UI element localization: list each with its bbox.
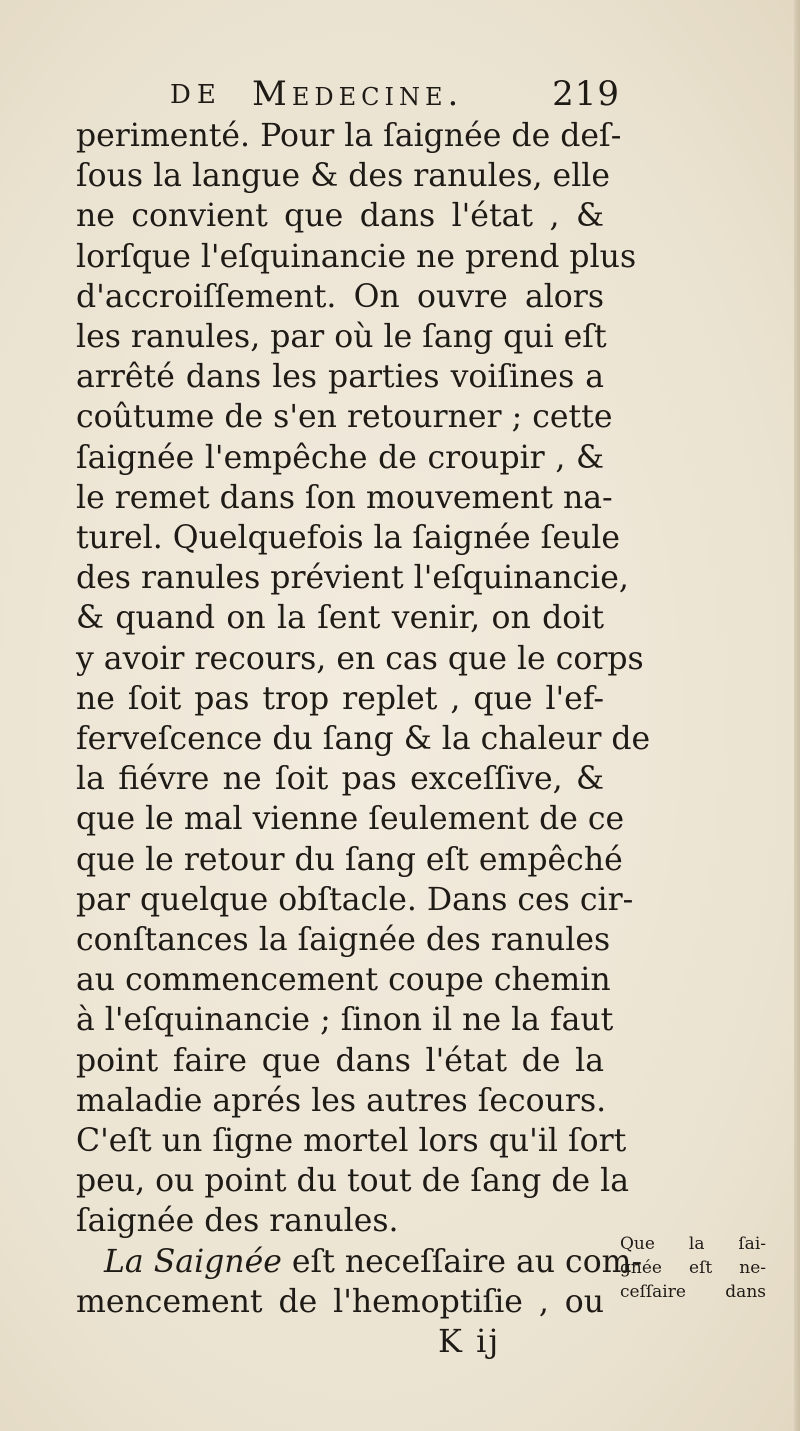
- margin-note-line: Que la ſai-: [620, 1234, 766, 1254]
- text-line: mencement de l'hemoptiſie , ou: [76, 1283, 604, 1320]
- text-line: y avoir recours, en cas que le corps: [76, 640, 644, 677]
- text-line: des ranules prévient l'eſquinancie,: [76, 560, 629, 597]
- text-line: par quelque obſtacle. Dans ces cir-: [76, 881, 634, 918]
- text-line: perimenté. Pour la ſaignée de deſ-: [76, 118, 622, 154]
- text-line: que le mal vienne ſeulement de ce: [76, 801, 625, 838]
- text-line: la fiévre ne ſoit pas exceſſive, &: [76, 761, 604, 798]
- text-line: que le retour du ſang eſt empêché: [76, 841, 623, 878]
- text-line: conſtances la ſaignée des ranules: [76, 922, 611, 959]
- paragraph-start-line: [76, 1242, 643, 1282]
- page-edge: [794, 0, 800, 1431]
- header-title: Medecine.: [252, 74, 464, 114]
- text-line: ne convient que dans l'état , &: [76, 198, 604, 235]
- text-line: & quand on la ſent venir, on doit: [76, 600, 604, 637]
- text-line: C'eſt un ſigne mortel lors qu'il ſort: [76, 1123, 627, 1160]
- main-text: [76, 116, 651, 1322]
- text-line: turel. Quelquefois la ſaignée ſeule: [76, 520, 620, 557]
- text-line: ferveſcence du ſang & la chaleur de: [76, 721, 651, 758]
- page-number: 219: [552, 74, 620, 114]
- text-line: ſous la langue & des ranules, elle: [76, 158, 610, 195]
- text-line: ſaignée l'empêche de croupir , &: [76, 439, 604, 476]
- text-line: les ranules, par où le ſang qui eſt: [76, 319, 607, 356]
- text-line: maladie aprés les autres ſecours.: [76, 1082, 607, 1119]
- text-line: ne ſoit pas trop replet , que l'ef-: [76, 680, 604, 717]
- text-line: au commencement coupe chemin: [76, 962, 611, 999]
- signature-mark: K ij: [438, 1322, 501, 1360]
- text-line: lorſque l'eſquinancie ne prend plus: [76, 238, 637, 275]
- header-prefix: DE: [170, 80, 222, 110]
- text-line: arrêté dans les parties voiſines a: [76, 359, 604, 396]
- margin-note-line: gnée eſt ne-: [620, 1258, 766, 1278]
- italic-lead: La Saignée: [104, 1243, 282, 1280]
- running-header: [170, 74, 620, 118]
- margin-note: [620, 1232, 766, 1304]
- text-line: coûtume de s'en retourner ; cette: [76, 399, 613, 436]
- text-line: d'accroiſſement. On ouvre alors: [76, 278, 604, 315]
- text-line: peu, ou point du tout de ſang de la: [76, 1163, 629, 1200]
- text-fragment: eſt neceſſaire au com-: [281, 1243, 643, 1280]
- text-line: à l'eſquinancie ; ſinon il ne la faut: [76, 1002, 614, 1039]
- text-line: le remet dans ſon mouvement na-: [76, 479, 613, 516]
- margin-note-line: ceſſaire dans: [620, 1282, 766, 1302]
- text-line: ſaignée des ranules.: [76, 1203, 399, 1240]
- text-line: point faire que dans l'état de la: [76, 1042, 604, 1079]
